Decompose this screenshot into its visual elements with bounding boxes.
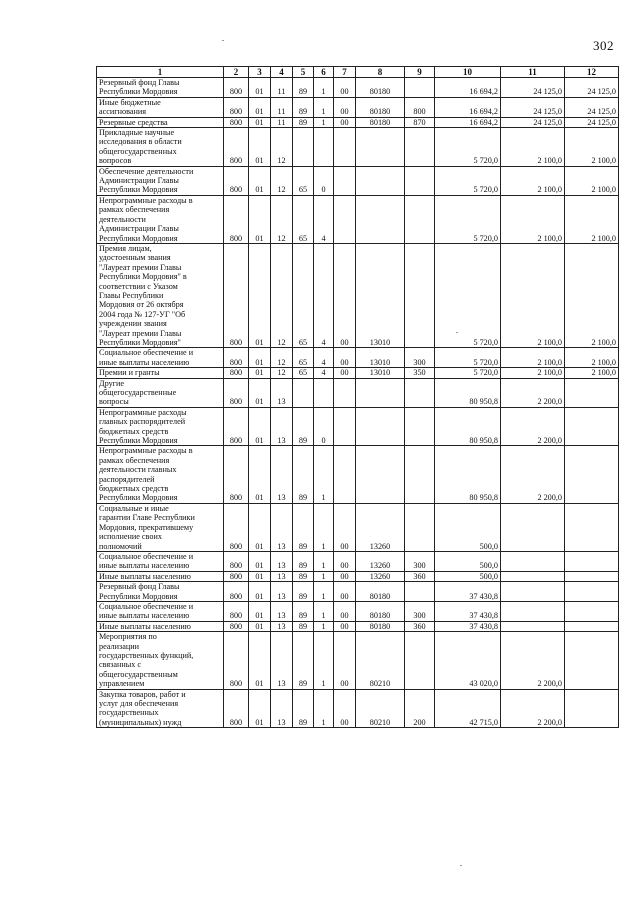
amount-col11-cell: 2 100,0: [501, 128, 565, 167]
section-code-cell: 01: [249, 689, 271, 728]
amount-col12-cell: [565, 571, 619, 581]
article-code-cell: 80180: [356, 117, 405, 127]
subsection-code-cell: 13: [271, 571, 293, 581]
direction-code-cell: [334, 166, 356, 195]
subprogram-code-cell: 0: [314, 407, 334, 446]
ministry-code-cell: 800: [224, 97, 249, 117]
row-name-cell: Иные выплаты населению: [97, 621, 224, 631]
section-code-cell: 01: [249, 348, 271, 368]
direction-code-cell: [334, 407, 356, 446]
subsection-code-cell: 13: [271, 446, 293, 503]
program-code-cell: 89: [293, 97, 314, 117]
section-code-cell: 01: [249, 97, 271, 117]
section-code-cell: 01: [249, 117, 271, 127]
row-name-cell: Закупка товаров, работ и услуг для обеспечения государственных (муниципальных) нужд: [97, 689, 224, 728]
amount-col11-cell: 2 100,0: [501, 166, 565, 195]
table-row: [97, 503, 619, 551]
amount-col11-cell: 2 100,0: [501, 243, 565, 347]
expense-type-cell: 870: [405, 117, 435, 127]
amount-col10-cell: 16 694,2: [435, 78, 501, 98]
program-code-cell: 89: [293, 117, 314, 127]
subprogram-code-cell: 4: [314, 368, 334, 378]
article-code-cell: 13010: [356, 348, 405, 368]
header-row: [97, 67, 619, 78]
header-cell-3: 3: [249, 67, 271, 78]
article-code-cell: [356, 407, 405, 446]
section-code-cell: 01: [249, 582, 271, 602]
article-code-cell: 80210: [356, 689, 405, 728]
program-code-cell: [293, 128, 314, 167]
amount-col10-cell: 5 720,0: [435, 166, 501, 195]
article-code-cell: 13260: [356, 551, 405, 571]
expense-type-cell: 300: [405, 551, 435, 571]
amount-col11-cell: 2 200,0: [501, 446, 565, 503]
subprogram-code-cell: [314, 128, 334, 167]
table-row: [97, 97, 619, 117]
table-row: [97, 582, 619, 602]
amount-col11-cell: 24 125,0: [501, 117, 565, 127]
amount-col10-cell: 5 720,0: [435, 348, 501, 368]
amount-col11-cell: 2 100,0: [501, 195, 565, 243]
section-code-cell: 01: [249, 407, 271, 446]
article-code-cell: [356, 128, 405, 167]
direction-code-cell: 00: [334, 632, 356, 689]
table-row: [97, 166, 619, 195]
subprogram-code-cell: 1: [314, 446, 334, 503]
ministry-code-cell: 800: [224, 195, 249, 243]
amount-col12-cell: 2 100,0: [565, 368, 619, 378]
amount-col10-cell: 5 720,0: [435, 243, 501, 347]
subsection-code-cell: 12: [271, 368, 293, 378]
amount-col12-cell: 2 100,0: [565, 348, 619, 368]
scan-speck: [222, 40, 224, 41]
subsection-code-cell: 11: [271, 97, 293, 117]
amount-col11-cell: [501, 601, 565, 621]
ministry-code-cell: 800: [224, 601, 249, 621]
subsection-code-cell: 13: [271, 621, 293, 631]
section-code-cell: 01: [249, 368, 271, 378]
subprogram-code-cell: 4: [314, 243, 334, 347]
amount-col12-cell: 24 125,0: [565, 78, 619, 98]
row-name-cell: Иные бюджетные ассигнования: [97, 97, 224, 117]
header-cell-11: 11: [501, 67, 565, 78]
direction-code-cell: 00: [334, 78, 356, 98]
expense-type-cell: 360: [405, 571, 435, 581]
table-row: [97, 78, 619, 98]
amount-col12-cell: 24 125,0: [565, 97, 619, 117]
subprogram-code-cell: [314, 378, 334, 407]
row-name-cell: Непрограммные расходы в рамках обеспечения деятельности Администрации Главы Республики Мордовия: [97, 195, 224, 243]
program-code-cell: 65: [293, 243, 314, 347]
subsection-code-cell: 11: [271, 117, 293, 127]
program-code-cell: 89: [293, 78, 314, 98]
header-cell-2: 2: [224, 67, 249, 78]
direction-code-cell: [334, 378, 356, 407]
row-name-cell: Иные выплаты населению: [97, 571, 224, 581]
amount-col10-cell: 16 694,2: [435, 117, 501, 127]
table-row: [97, 348, 619, 368]
article-code-cell: 80180: [356, 601, 405, 621]
budget-table-body: [97, 78, 619, 728]
header-cell-9: 9: [405, 67, 435, 78]
amount-col11-cell: 2 200,0: [501, 407, 565, 446]
amount-col11-cell: [501, 621, 565, 631]
table-row: [97, 446, 619, 503]
amount-col11-cell: 2 100,0: [501, 368, 565, 378]
row-name-cell: Социальное обеспечение и иные выплаты населению: [97, 348, 224, 368]
section-code-cell: 01: [249, 78, 271, 98]
subsection-code-cell: 13: [271, 503, 293, 551]
table-row: [97, 571, 619, 581]
header-cell-8: 8: [356, 67, 405, 78]
article-code-cell: 13010: [356, 368, 405, 378]
article-code-cell: [356, 166, 405, 195]
section-code-cell: 01: [249, 378, 271, 407]
amount-col10-cell: 500,0: [435, 551, 501, 571]
table-row: [97, 632, 619, 689]
direction-code-cell: 00: [334, 97, 356, 117]
amount-col10-cell: 37 430,8: [435, 621, 501, 631]
program-code-cell: 89: [293, 446, 314, 503]
expense-type-cell: [405, 446, 435, 503]
header-cell-12: 12: [565, 67, 619, 78]
amount-col12-cell: [565, 582, 619, 602]
scan-speck: [460, 865, 462, 866]
row-name-cell: Другие общегосударственные вопросы: [97, 378, 224, 407]
section-code-cell: 01: [249, 632, 271, 689]
amount-col10-cell: 80 950,8: [435, 446, 501, 503]
ministry-code-cell: 800: [224, 689, 249, 728]
program-code-cell: 65: [293, 195, 314, 243]
subprogram-code-cell: 1: [314, 117, 334, 127]
ministry-code-cell: 800: [224, 243, 249, 347]
subsection-code-cell: 13: [271, 378, 293, 407]
amount-col12-cell: [565, 378, 619, 407]
expense-type-cell: [405, 78, 435, 98]
article-code-cell: [356, 378, 405, 407]
direction-code-cell: 00: [334, 503, 356, 551]
subprogram-code-cell: 1: [314, 689, 334, 728]
amount-col10-cell: 80 950,8: [435, 407, 501, 446]
section-code-cell: 01: [249, 128, 271, 167]
amount-col10-cell: 5 720,0: [435, 195, 501, 243]
amount-col10-cell: 5 720,0: [435, 368, 501, 378]
article-code-cell: [356, 446, 405, 503]
row-name-cell: Премия лицам, удостоенным звания "Лауреат премии Главы Республики Мордовия" в соответствии с Указом Главы Республики Мордовия от 26 октября 2004 года № 127-УГ "Об учреждении звания "Лауреат премии Главы Республики Мордовия": [97, 243, 224, 347]
article-code-cell: 13260: [356, 503, 405, 551]
header-cell-1: 1: [97, 67, 224, 78]
direction-code-cell: 00: [334, 582, 356, 602]
ministry-code-cell: 800: [224, 632, 249, 689]
program-code-cell: 89: [293, 582, 314, 602]
ministry-code-cell: 800: [224, 571, 249, 581]
row-name-cell: Обеспечение деятельности Администрации Главы Республики Мордовия: [97, 166, 224, 195]
amount-col10-cell: 16 694,2: [435, 97, 501, 117]
direction-code-cell: 00: [334, 551, 356, 571]
direction-code-cell: 00: [334, 368, 356, 378]
budget-table: [96, 66, 619, 728]
subsection-code-cell: 12: [271, 348, 293, 368]
program-code-cell: 89: [293, 571, 314, 581]
direction-code-cell: 00: [334, 243, 356, 347]
program-code-cell: [293, 378, 314, 407]
table-row: [97, 368, 619, 378]
amount-col12-cell: [565, 689, 619, 728]
expense-type-cell: 300: [405, 348, 435, 368]
ministry-code-cell: 800: [224, 117, 249, 127]
subsection-code-cell: 12: [271, 243, 293, 347]
article-code-cell: 80180: [356, 582, 405, 602]
amount-col10-cell: 42 715,0: [435, 689, 501, 728]
subsection-code-cell: 13: [271, 632, 293, 689]
subsection-code-cell: 11: [271, 78, 293, 98]
ministry-code-cell: 800: [224, 407, 249, 446]
direction-code-cell: 00: [334, 689, 356, 728]
expense-type-cell: [405, 243, 435, 347]
direction-code-cell: 00: [334, 348, 356, 368]
expense-type-cell: [405, 378, 435, 407]
program-code-cell: 89: [293, 503, 314, 551]
expense-type-cell: 200: [405, 689, 435, 728]
section-code-cell: 01: [249, 243, 271, 347]
subprogram-code-cell: 1: [314, 78, 334, 98]
subprogram-code-cell: 1: [314, 503, 334, 551]
amount-col10-cell: 43 020,0: [435, 632, 501, 689]
table-row: [97, 117, 619, 127]
ministry-code-cell: 800: [224, 166, 249, 195]
subsection-code-cell: 13: [271, 407, 293, 446]
ministry-code-cell: 800: [224, 128, 249, 167]
expense-type-cell: 350: [405, 368, 435, 378]
amount-col12-cell: [565, 621, 619, 631]
table-row: [97, 621, 619, 631]
table-row: [97, 195, 619, 243]
amount-col10-cell: 500,0: [435, 503, 501, 551]
header-cell-6: 6: [314, 67, 334, 78]
amount-col12-cell: 2 100,0: [565, 128, 619, 167]
amount-col11-cell: 24 125,0: [501, 78, 565, 98]
direction-code-cell: [334, 128, 356, 167]
subsection-code-cell: 12: [271, 128, 293, 167]
section-code-cell: 01: [249, 601, 271, 621]
row-name-cell: Социальное обеспечение и иные выплаты населению: [97, 551, 224, 571]
direction-code-cell: 00: [334, 601, 356, 621]
subprogram-code-cell: 4: [314, 195, 334, 243]
direction-code-cell: 00: [334, 117, 356, 127]
direction-code-cell: 00: [334, 621, 356, 631]
row-name-cell: Прикладные научные исследования в области общегосударственных вопросов: [97, 128, 224, 167]
table-row: [97, 601, 619, 621]
subsection-code-cell: 13: [271, 551, 293, 571]
amount-col11-cell: 2 200,0: [501, 632, 565, 689]
expense-type-cell: [405, 632, 435, 689]
expense-type-cell: [405, 166, 435, 195]
program-code-cell: 65: [293, 368, 314, 378]
subprogram-code-cell: 1: [314, 571, 334, 581]
row-name-cell: Резервные средства: [97, 117, 224, 127]
expense-type-cell: [405, 128, 435, 167]
article-code-cell: 80180: [356, 78, 405, 98]
ministry-code-cell: 800: [224, 446, 249, 503]
subsection-code-cell: 13: [271, 582, 293, 602]
subsection-code-cell: 12: [271, 195, 293, 243]
section-code-cell: 01: [249, 551, 271, 571]
subsection-code-cell: 12: [271, 166, 293, 195]
amount-col12-cell: 2 100,0: [565, 166, 619, 195]
expense-type-cell: 800: [405, 97, 435, 117]
amount-col12-cell: 24 125,0: [565, 117, 619, 127]
header-cell-7: 7: [334, 67, 356, 78]
scan-speck: [456, 332, 458, 333]
article-code-cell: 80180: [356, 97, 405, 117]
section-code-cell: 01: [249, 446, 271, 503]
header-cell-5: 5: [293, 67, 314, 78]
row-name-cell: Мероприятия по реализации государственных функций, связанных с общегосударственным управлением: [97, 632, 224, 689]
direction-code-cell: [334, 195, 356, 243]
program-code-cell: 89: [293, 689, 314, 728]
row-name-cell: Премии и гранты: [97, 368, 224, 378]
article-code-cell: 13010: [356, 243, 405, 347]
amount-col12-cell: [565, 551, 619, 571]
row-name-cell: Непрограммные расходы главных распорядителей бюджетных средств Республики Мордовия: [97, 407, 224, 446]
expense-type-cell: 300: [405, 601, 435, 621]
table-row: [97, 128, 619, 167]
ministry-code-cell: 800: [224, 378, 249, 407]
article-code-cell: 80180: [356, 621, 405, 631]
amount-col10-cell: 5 720,0: [435, 128, 501, 167]
program-code-cell: 89: [293, 621, 314, 631]
amount-col11-cell: [501, 551, 565, 571]
program-code-cell: 89: [293, 601, 314, 621]
amount-col12-cell: 2 100,0: [565, 243, 619, 347]
expense-type-cell: [405, 407, 435, 446]
section-code-cell: 01: [249, 571, 271, 581]
program-code-cell: 65: [293, 348, 314, 368]
subprogram-code-cell: 1: [314, 97, 334, 117]
amount-col12-cell: 2 100,0: [565, 195, 619, 243]
direction-code-cell: 00: [334, 571, 356, 581]
table-row: [97, 551, 619, 571]
program-code-cell: 89: [293, 632, 314, 689]
table-row: [97, 407, 619, 446]
expense-type-cell: [405, 582, 435, 602]
article-code-cell: [356, 195, 405, 243]
program-code-cell: 89: [293, 407, 314, 446]
article-code-cell: 80210: [356, 632, 405, 689]
ministry-code-cell: 800: [224, 78, 249, 98]
amount-col12-cell: [565, 632, 619, 689]
amount-col11-cell: [501, 571, 565, 581]
amount-col10-cell: 37 430,8: [435, 601, 501, 621]
subprogram-code-cell: 1: [314, 582, 334, 602]
amount-col12-cell: [565, 503, 619, 551]
expense-type-cell: [405, 503, 435, 551]
amount-col11-cell: 2 200,0: [501, 378, 565, 407]
program-code-cell: 65: [293, 166, 314, 195]
row-name-cell: Непрограммные расходы в рамках обеспечения деятельности главных распорядителей бюджетных средств Республики Мордовия: [97, 446, 224, 503]
expense-type-cell: [405, 195, 435, 243]
table-row: [97, 689, 619, 728]
amount-col12-cell: [565, 407, 619, 446]
header-cell-10: 10: [435, 67, 501, 78]
ministry-code-cell: 800: [224, 503, 249, 551]
subsection-code-cell: 13: [271, 601, 293, 621]
ministry-code-cell: 800: [224, 621, 249, 631]
amount-col10-cell: 500,0: [435, 571, 501, 581]
expense-type-cell: 360: [405, 621, 435, 631]
table-row: [97, 378, 619, 407]
amount-col11-cell: [501, 582, 565, 602]
amount-col10-cell: 37 430,8: [435, 582, 501, 602]
amount-col12-cell: [565, 446, 619, 503]
row-name-cell: Социальные и иные гарантии Главе Республики Мордовия, прекратившему исполнение своих полномочий: [97, 503, 224, 551]
subprogram-code-cell: 4: [314, 348, 334, 368]
subsection-code-cell: 13: [271, 689, 293, 728]
subprogram-code-cell: 1: [314, 601, 334, 621]
ministry-code-cell: 800: [224, 368, 249, 378]
row-name-cell: Резервный фонд Главы Республики Мордовия: [97, 78, 224, 98]
header-cell-4: 4: [271, 67, 293, 78]
subprogram-code-cell: 0: [314, 166, 334, 195]
article-code-cell: 13260: [356, 571, 405, 581]
program-code-cell: 89: [293, 551, 314, 571]
subprogram-code-cell: 1: [314, 551, 334, 571]
section-code-cell: 01: [249, 195, 271, 243]
ministry-code-cell: 800: [224, 348, 249, 368]
direction-code-cell: [334, 446, 356, 503]
amount-col11-cell: 24 125,0: [501, 97, 565, 117]
section-code-cell: 01: [249, 503, 271, 551]
row-name-cell: Резервный фонд Главы Республики Мордовия: [97, 582, 224, 602]
page-number: 302: [593, 38, 614, 53]
ministry-code-cell: 800: [224, 582, 249, 602]
row-name-cell: Социальное обеспечение и иные выплаты населению: [97, 601, 224, 621]
amount-col11-cell: 2 100,0: [501, 348, 565, 368]
section-code-cell: 01: [249, 166, 271, 195]
amount-col11-cell: 2 200,0: [501, 689, 565, 728]
ministry-code-cell: 800: [224, 551, 249, 571]
subprogram-code-cell: 1: [314, 632, 334, 689]
amount-col10-cell: 80 950,8: [435, 378, 501, 407]
section-code-cell: 01: [249, 621, 271, 631]
subprogram-code-cell: 1: [314, 621, 334, 631]
amount-col11-cell: [501, 503, 565, 551]
table-row: [97, 243, 619, 347]
amount-col12-cell: [565, 601, 619, 621]
